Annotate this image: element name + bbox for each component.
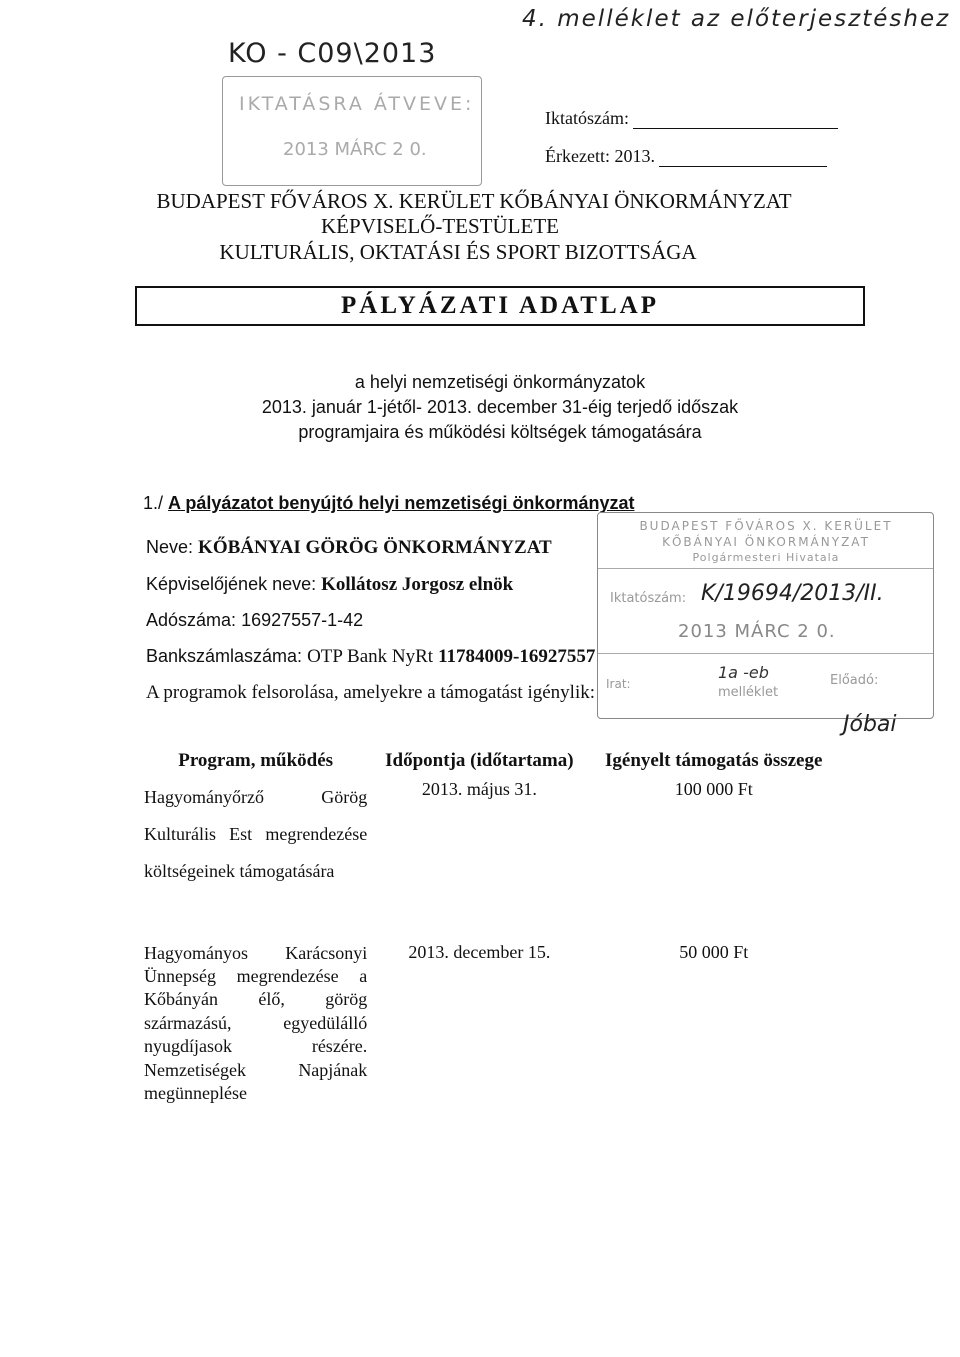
table-cell-amount: 50 000 Ft xyxy=(679,941,749,962)
table-cell-date: 2013. május 31. xyxy=(421,779,537,799)
signature: Jóbai xyxy=(843,712,897,737)
table-cell-date: 2013. december 15. xyxy=(408,941,551,962)
table-header-date: Időpontja (időtartama) xyxy=(385,750,574,771)
org-line-3: KULTURÁLIS, OKTATÁSI ÉS SPORT BIZOTTSÁGA xyxy=(219,240,697,264)
table-header-row xyxy=(140,745,840,777)
handwritten-ref-number: KO - C09\2013 xyxy=(228,38,437,69)
received-stamp-title: IKTATÁSRA ÁTVEVE: xyxy=(239,93,475,115)
office-stamp-line-2: KŐBÁNYAI ÖNKORMÁNYZAT xyxy=(662,535,870,549)
name-label: Neve: xyxy=(146,537,194,557)
rep-label: Képviselőjének neve: xyxy=(146,574,317,594)
name-row xyxy=(146,537,552,559)
bank-row xyxy=(146,646,595,668)
handwritten-top-note: 4. melléklet az előterjesztéshez xyxy=(522,6,951,32)
erkezett-line xyxy=(659,166,827,167)
name-value: KŐBÁNYAI GÖRÖG ÖNKORMÁNYZAT xyxy=(198,537,552,558)
iktatoszam-row xyxy=(545,108,838,129)
tax-value: 16927557-1-42 xyxy=(241,610,364,630)
section1-heading-text: A pályázatot benyújtó helyi nemzetiségi önkormányzat xyxy=(168,493,635,513)
table-cell-amount: 100 000 Ft xyxy=(674,779,753,799)
office-stamp-eloado-label: Előadó: xyxy=(830,673,879,688)
org-line-1: BUDAPEST FŐVÁROS X. KERÜLET KŐBÁNYAI ÖNKORMÁNYZAT xyxy=(156,189,792,213)
office-stamp-line-3: Polgármesteri Hivatala xyxy=(692,551,840,564)
office-stamp-mellekletek-label: melléklet xyxy=(718,685,779,700)
table-header-program: Program, működés xyxy=(178,750,334,771)
office-stamp-divider-2 xyxy=(598,653,933,654)
subtitle-line-1: a helyi nemzetiségi önkormányzatok xyxy=(354,372,646,392)
table-cell-program: Hagyományos Karácsonyi Ünnepség megrendezése a Kőbányán élő, görög származású, egyedülálló nyugdíjasok részére. Nemzetiségek Napjának megünneplése xyxy=(144,942,368,1104)
table-row xyxy=(140,777,840,940)
received-stamp xyxy=(222,76,482,186)
bank-name: OTP Bank NyRt xyxy=(307,646,434,667)
subtitle-line-2: 2013. január 1-jétől- 2013. december 31-éig terjedő időszak xyxy=(261,397,739,417)
table-header-amount: Igényelt támogatás összege xyxy=(605,750,823,771)
tax-label: Adószáma: xyxy=(146,610,237,630)
office-stamp-date: 2013 MÁRC 2 0. xyxy=(678,621,836,642)
table-row xyxy=(140,940,840,1108)
office-stamp-iktatoszam-value: K/19694/2013/II. xyxy=(701,581,884,606)
bank-label: Bankszámlaszáma: xyxy=(146,646,303,666)
office-stamp-mellekletek-value: 1a -eb xyxy=(718,663,769,682)
programs-intro: A programok felsorolása, amelyekre a támogatást igénylik: xyxy=(146,682,595,703)
section1-number: 1./ xyxy=(143,493,164,513)
table-cell-program: Hagyományőrző Görög Kulturális Est megrendezése költségeinek támogatására xyxy=(144,787,368,881)
office-stamp-irat-label: Irat: xyxy=(606,677,631,691)
office-stamp-divider-1 xyxy=(598,568,933,569)
erkezett-label: Érkezett: 2013. xyxy=(545,146,655,166)
tax-row xyxy=(146,610,363,631)
page-title-text: PÁLYÁZATI ADATLAP xyxy=(341,292,659,319)
program-table xyxy=(140,745,840,1107)
erkezett-row xyxy=(545,146,827,167)
office-stamp-iktatoszam-label: Iktatószám: xyxy=(610,591,687,606)
iktatoszam-label: Iktatószám: xyxy=(545,108,629,128)
subtitle xyxy=(0,370,960,445)
org-line-2: KÉPVISELŐ-TESTÜLETE xyxy=(321,214,559,238)
rep-row xyxy=(146,574,513,596)
office-stamp xyxy=(597,512,934,719)
page-title xyxy=(135,286,865,326)
received-stamp-date: 2013 MÁRC 2 0. xyxy=(283,139,427,160)
office-stamp-line-1: BUDAPEST FŐVÁROS X. KERÜLET xyxy=(639,519,893,533)
subtitle-line-3: programjaira és működési költségek támogatására xyxy=(298,422,702,442)
rep-value: Kollátosz Jorgosz elnök xyxy=(321,574,514,595)
section1-heading xyxy=(143,493,634,514)
iktatoszam-line xyxy=(633,128,838,129)
bank-account: 11784009-16927557 xyxy=(438,646,596,667)
